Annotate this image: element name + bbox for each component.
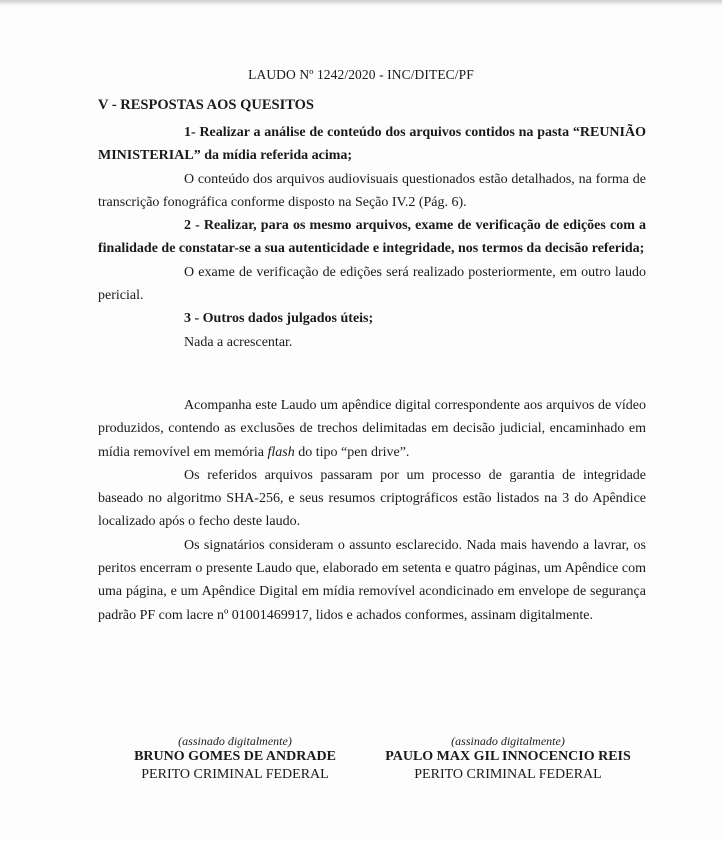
- paragraph-appendix: [98, 394, 646, 464]
- signatory-name: BRUNO GOMES DE ANDRADE: [134, 749, 336, 764]
- signature-note: (assinado digitalmente): [451, 734, 565, 748]
- paragraph-appendix-text: Acompanha este Laudo um apêndice digital correspondente aos arquivos de vídeo produzidos, contendo as exclusões de trechos delimitadas em decisão judicial, encaminhado em mídia removível em memória: [98, 398, 646, 460]
- paragraph-integrity: Os referidos arquivos passaram por um processo de garantia de integridade baseado no algoritmo SHA-256, e seus resumos criptográficos estão listados na 3 do Apêndice localizado após o fecho deste laudo.: [98, 467, 646, 530]
- section-title: V - RESPOSTAS AOS QUESITOS: [98, 97, 314, 113]
- answer-3: Nada a acrescentar.: [184, 334, 293, 350]
- answer-1: O conteúdo dos arquivos audiovisuais questionados estão detalhados, na forma de transcrição fonográfica conforme disposto na Seção IV.2 (Pág. 6).: [98, 171, 646, 210]
- scan-edge: [0, 0, 722, 6]
- signature-block-1: [85, 734, 385, 784]
- signatory-role: PERITO CRIMINAL FEDERAL: [414, 767, 602, 782]
- signatory-name: PAULO MAX GIL INNOCENCIO REIS: [385, 749, 631, 764]
- question-1: 1- Realizar a análise de conteúdo dos arquivos contidos na pasta “REUNIÃO MINISTERIAL” da mídia referida acima;: [98, 125, 646, 164]
- question-3: 3 - Outros dados julgados úteis;: [184, 311, 374, 327]
- answers-block: [98, 121, 646, 354]
- closing-block: [98, 394, 646, 627]
- signatory-role: PERITO CRIMINAL FEDERAL: [141, 767, 329, 782]
- paragraph-closing: Os signatários consideram o assunto esclarecido. Nada mais havendo a lavrar, os peritos encerram o presente Laudo que, elaborado em setenta e quatro páginas, um Apêndice com uma página, e um Apêndice Digital em mídia removível acondicinado em envelope de segurança padrão PF com lacre nº 01001469917, lidos e achados conformes, assinam digitalmente.: [98, 537, 646, 623]
- document-header: LAUDO Nº 1242/2020 - INC/DITEC/PF: [248, 67, 474, 82]
- signature-note: (assinado digitalmente): [178, 734, 292, 748]
- answer-2: O exame de verificação de edições será realizado posteriormente, em outro laudo pericial.: [98, 264, 646, 304]
- signature-block-2: [358, 734, 658, 784]
- flash-term: flash: [267, 444, 295, 460]
- question-2: 2 - Realizar, para os mesmo arquivos, exame de verificação de edições com a finalidade de constatar-se a sua autenticidade e integridade, nos termos da decisão referida;: [98, 218, 646, 257]
- paragraph-appendix-end: do tipo “pen drive”.: [294, 444, 410, 460]
